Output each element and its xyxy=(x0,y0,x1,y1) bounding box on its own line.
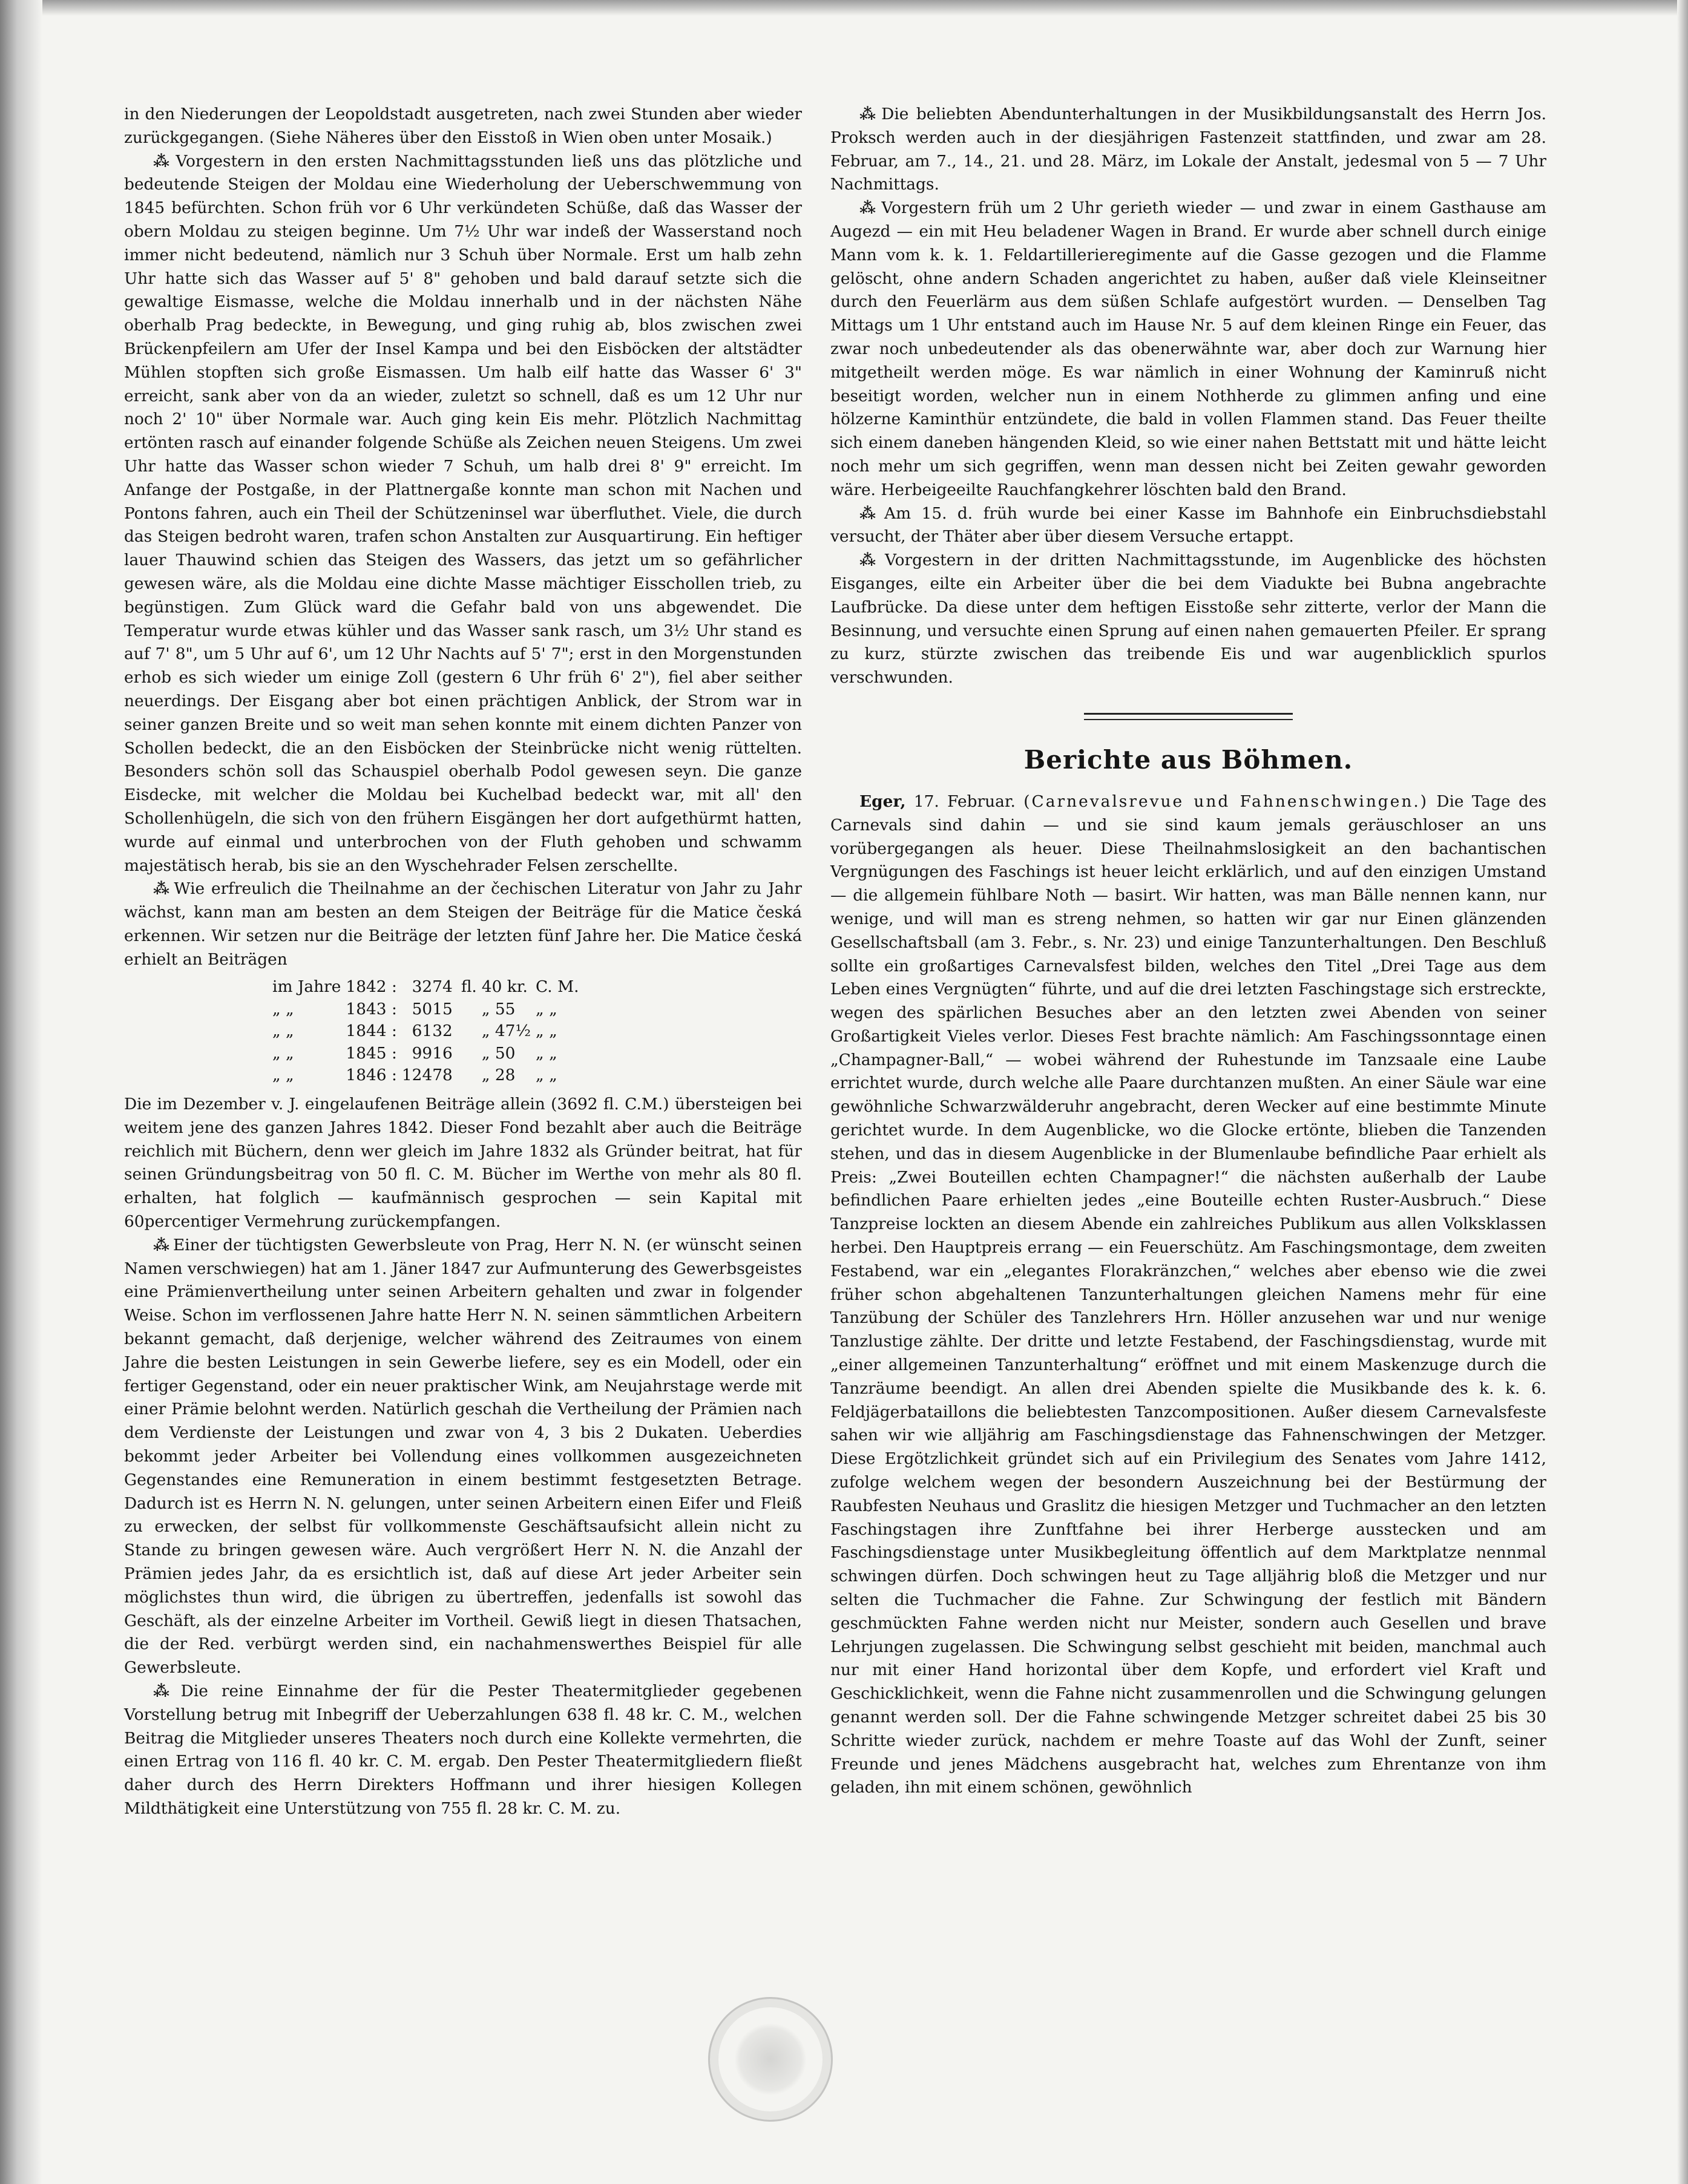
row-prefix: „ „ xyxy=(272,999,294,1018)
row-fraction: „ 47½ xyxy=(481,1021,531,1041)
row-amount: 9916 xyxy=(412,1043,453,1063)
row-fl xyxy=(461,1020,482,1043)
row-unit: „ „ xyxy=(536,1043,557,1063)
scan-edge-shadow-left xyxy=(0,0,42,2184)
row-prefix: „ „ xyxy=(272,1021,294,1041)
news-item-text: Vorgestern früh um 2 Uhr gerieth wieder — und zwar in einem Gasthause am Augezd — ein mit Heu beladener Wagen in Brand. Er wurde aber schnell durch einige Mann vom k. k. 1. Feldartillerieregimente auf die Gasse gezogen und die Flamme gelöscht, ohne andern Schaden angerichtet zu haben, außer daß viele Kleinseitner durch den Feuerlärm aus dem süßen Schlafe aufgestört wurden. — Denselben Tag Mittags um 1 Uhr entstand auch im Hause Nr. 5 auf dem kleinen Ringe ein Feuer, das zwar noch unbedeutender als das obenerwähnte war, aber doch zur Warnung hier mitgetheilt werden möge. Es war nämlich in einer Wohnung der Kaminruß nicht beseitigt worden, welcher nun in einem Nothherde zu glimmen anfing und eine hölzerne Kaminthür entzündete, die bald in vollen Flammen stand. Das Feuer theilte sich einem daneben hängenden Kleid, so wie einer nahen Bettstatt mit und hätte leicht noch mehr um sich gegriffen, wenn man dessen nicht bei Zeiten gewahr geworden wäre. Herbeigeeilte Rauchfangkehrer löschten bald den Brand. xyxy=(830,198,1546,499)
table-row xyxy=(272,1064,584,1087)
row-fl xyxy=(461,1043,482,1065)
report-eger xyxy=(830,790,1546,1800)
news-item-fire xyxy=(830,197,1546,502)
row-unit: C. M. xyxy=(536,977,579,997)
item-marker: ⁂ xyxy=(859,198,879,218)
row-unit: „ „ xyxy=(536,1066,557,1085)
news-item-premium-distribution xyxy=(124,1234,802,1680)
news-item-text: Vorgestern in der dritten Nachmittagsstunde, im Augenblicke des höchsten Eisganges, eilte ein Arbeiter über die bei dem Viadukte bei Bubna angebrachte Laufbrücke. Da diese unter dem heftigen Eisstoße sehr zitterte, verlor der Mann die Besinnung, und versuchte einen Sprung auf einen nahen gemauerten Pfeiler. Er sprang zu kurz, stürzte zwischen das treibende Eis und war augenblicklich spurlos verschwunden. xyxy=(830,551,1546,687)
table-row xyxy=(272,1020,584,1043)
news-item-text: Am 15. d. früh wurde bei einer Kasse im Bahnhofe ein Einbruchsdiebstahl versucht, der Thäter aber über diesem Versuche ertappt. xyxy=(830,503,1547,546)
row-unit: „ „ xyxy=(536,999,557,1018)
news-item-text: Die reine Einnahme der für die Pester Theatermitglieder gegebenen Vorstellung betrug mit Inbegriff der Ueberzahlungen 638 fl. 48 kr. C. M., welchen Beitrag die Mitglieder unseres Theaters noch durch eine Kollekte vermehrten, die einen Ertrag von 116 fl. 40 kr. C. M. ergab. Den Pester Theatermitgliedern fließt daher durch des Herrn Direkters Hoffmann und ihrer hiesigen Kollegen Mildthätigkeit eine Unterstützung von 755 fl. 28 kr. C. M. zu. xyxy=(124,1681,802,1818)
article-continuation: in den Niederungen der Leopoldstadt ausgetreten, nach zwei Stunden aber wieder zurückgegangen. (Siehe Näheres über den Eisstoß in Wien oben unter Mosaik.) xyxy=(124,105,802,147)
row-year: 1846 : xyxy=(346,1066,397,1085)
section-divider-rule xyxy=(1084,713,1293,720)
item-marker: ⁂ xyxy=(153,1235,171,1254)
news-item-text: Wie erfreulich die Theilnahme an der čechischen Literatur von Jahr zu Jahr wächst, kann man am besten an dem Steigen der Beiträge für die Matice česká erkennen. Wir setzen nur die Beiträge der letzten fünf Jahre her. Die Matice česká erhielt an Beiträgen xyxy=(124,879,803,969)
news-item-matice-ceska xyxy=(124,877,802,971)
row-fl: fl. xyxy=(461,977,477,997)
section-title: Berichte aus Böhmen. xyxy=(1023,744,1353,775)
dateline-place: Eger, xyxy=(859,792,906,811)
left-column xyxy=(124,103,802,1821)
library-stamp xyxy=(708,1997,833,2122)
row-year: 1842 : xyxy=(346,977,397,997)
table-row xyxy=(272,999,584,1021)
row-amount: 5015 xyxy=(412,999,453,1018)
news-item-text: Vorgestern in den ersten Nachmittagsstunden ließ uns das plötzliche und bedeutende Steigen der Moldau eine Wiederholung der Ueberschwemmung von 1845 befürchten. Schon früh vor 6 Uhr verkündeten Schüße, daß das Wasser der obern Moldau zu steigen beginne. Um 7½ Uhr war indeß der Wasserstand noch immer nicht bedeutend, nämlich nur 3 Schuh über Normale. Erst um halb zehn Uhr hatte sich das Wasser auf 5' 8" gehoben und bald darauf setzte sich die gewaltige Eismasse, welche die Moldau innerhalb und in der nächsten Nähe oberhalb Prag bedeckte, in Bewegung, und ging ruhig ab, blos zwischen zwei Brückenpfeilern am Ufer der Insel Kampa und bei den Eisböcken der altstädter Mühlen stopften sich große Eismassen. Um halb eilf hatte das Wasser 6' 3" erreicht, sank aber von da an wieder, zuletzt so schnell, daß es um 12 Uhr nur noch 2' 10" über Normale war. Auch ging kein Eis mehr. Plötzlich Nachmittag ertönten rasch auf einander folgende Schüße als Zeichen neuen Steigens. Um zwei Uhr hatte das Wasser schon wieder 7 Schuh, um halb drei 8' 9" erreicht. Im Anfange der Postgaße, in der Plattnergaße konnte man schon mit Nachen und Pontons fahren, auch ein Theil der Schützeninsel war überfluthet. Viele, die durch das Steigen bedroht waren, trafen schon Anstalten zur Ausquartirung. Ein heftiger lauer Thauwind schien das Steigen des Wassers, das jetzt um so gefährlicher gewesen wäre, als die Moldau eine dichte Masse mächtiger Eisschollen trieb, zu begünstigen. Zum Glück ward die Gefahr bald von uns abgewendet. Die Temperatur wurde etwas kühler und das Wasser sank rasch, um 3½ Uhr stand es auf 7' 8", um 5 Uhr auf 6', um 12 Uhr Nachts auf 5' 7"; erst in den Morgenstunden erhob es sich wieder um einige Zoll (gestern 6 Uhr früh 6' 2"), fiel aber seither neuerdings. Der Eisgang aber bot einen prächtigen Anblick, der Strom war in seiner ganzen Breite und so weit man sehen konnte mit einem dichten Panzer von Schollen bedeckt, die an den Eisböcken der Steinbrücke nicht wenig rüttelten. Besonders schön soll das Schauspiel oberhalb Podol gewesen seyn. Die ganze Eisdecke, mit welcher die Moldau bei Kuchelbad bedeckt war, mit all' den Schollenhügeln, die sich von den frühern Eisgängen her dort aufgethürmt hatten, wurde auf einmal und unterbrochen von der Fluth gehoben und schwamm majestätisch herab, bis sie an den Wyschehrader Felsen zerschellte. xyxy=(124,151,802,875)
row-year: 1845 : xyxy=(346,1043,397,1063)
row-prefix: im Jahre xyxy=(272,977,341,997)
row-amount: 6132 xyxy=(412,1021,453,1041)
row-fraction: „ 50 xyxy=(481,1043,516,1063)
scan-edge-shadow-right xyxy=(1677,0,1688,2184)
dateline-topic: (Carnevalsrevue und Fahnenschwingen.) xyxy=(1023,792,1429,811)
item-marker: ⁂ xyxy=(153,1681,179,1700)
row-prefix: „ „ xyxy=(272,1043,294,1063)
news-item-moldau-flood xyxy=(124,150,802,878)
news-item-text: Einer der tüchtigsten Gewerbsleute von Prag, Herr N. N. (er wünscht seinen Namen verschwiegen) hat am 1. Jäner 1847 zur Aufmunterung des Gewerbsgeistes eine Prämienvertheilung unter seinen Arbeitern gehalten und zwar in folgender Weise. Schon im verflossenen Jahre hatte Herr N. N. seinen sämmtlichen Arbeitern bekannt gemacht, daß derjenige, welcher während des Zeitraumes von einem Jahre die besten Leistungen in sein Gewerbe liefere, sey es ein Modell, oder ein fertiger Gegenstand, oder ein neuer praktischer Wink, am Neujahrstage werde mit einer Prämie belohnt werden. Natürlich geschah die Vertheilung der Prämien nach dem Verdienste der Leistungen und zwar von 4, 3 bis 2 Dukaten. Ueberdies bekommt jeder Arbeiter bei Vollendung eines vollkommen ausgezeichneten Gegenstandes eine Remuneration in einem bestimmt festgesetzten Betrage. Dadurch ist es Herrn N. N. gelungen, unter seinen Arbeitern einen Eifer und Fleiß zu erwecken, der selbst für vollkommenste Geschäftsaufsicht allein nicht zu Stande zu bringen gewesen wäre. Auch vergrößert Herr N. N. die Anzahl der Prämien jedes Jahr, da es ersichtlich ist, daß auf diese Art jeder Arbeiter sein möglichstes thun wird, die übrigen zu übertreffen, jedenfalls ist sowohl das Geschäft, als der einzelne Arbeiter im Vortheil. Gewiß liegt in diesen Thatsachen, die der Red. verbürgt werden sind, ein nachahmenswerthes Beispiel für alle Gewerbsleute. xyxy=(124,1235,802,1677)
row-fl xyxy=(461,999,482,1021)
table-row xyxy=(272,976,584,999)
contributions-table xyxy=(272,976,584,1087)
row-fraction: 40 kr. xyxy=(481,977,528,997)
scan-edge-shadow-top xyxy=(0,0,1688,16)
news-item-matice-continuation: Die im Dezember v. J. eingelaufenen Beiträge allein (3692 fl. C.M.) übersteigen bei weitem jene des ganzen Jahres 1842. Dieser Fond bezahlt aber auch die Beiträge reichlich mit Büchern, denn wer gleich im Jahre 1832 als Gründer beitrat, hat für seinen Gründungsbeitrag von 50 fl. C. M. Bücher im Werthe von mehr als 80 fl. erhalten, hat folglich — kaufmännisch gesprochen — sein Kapital mit 60percentiger Vermehrung zurückempfangen. xyxy=(124,1094,802,1231)
item-marker: ⁂ xyxy=(859,503,882,523)
item-marker: ⁂ xyxy=(859,551,882,570)
item-marker: ⁂ xyxy=(859,105,879,123)
row-year: 1844 : xyxy=(346,1021,397,1041)
item-marker: ⁂ xyxy=(153,151,174,171)
news-item-pest-theatre xyxy=(124,1680,802,1821)
row-amount: 12478 xyxy=(401,1066,453,1085)
row-fl xyxy=(461,1064,482,1087)
dateline-date: 17. Februar. xyxy=(913,792,1016,811)
news-item-evening-concerts xyxy=(830,103,1546,197)
row-unit: „ „ xyxy=(536,1021,557,1041)
news-item-burglary xyxy=(830,502,1546,549)
row-prefix: „ „ xyxy=(272,1066,294,1085)
row-fraction: „ 28 xyxy=(481,1066,516,1085)
news-item-bridge-accident xyxy=(830,549,1546,690)
report-text: Die Tage des Carnevals sind dahin — und sie sind kaum jemals geräuschloser an uns vorübergegangen als heuer. Diese Theilnahmslosigkeit an den bachantischen Vergnügungen des Faschings ist heuer leicht erklärlich, und auf den einzigen Umstand — die allgemein fühlbare Noth — basirt. Wir hatten, was man Bälle nennen kann, nur wenige, und will man es streng nehmen, so hatten wir gar nur Einen glänzenden Gesellschaftsball (am 3. Febr., s. Nr. 23) und einige Tanzunterhaltungen. Den Beschluß sollte ein großartiges Carnevalsfest bilden, welches den Titel „Drei Tage aus dem Leben eines Vergnügten“ führte, und auf die drei letzten Faschingstage sich erstreckte, wegen des spärlichen Besuches aber an den letzten zwei Abenden von seiner Großartigkeit Vieles verlor. Dieses Fest brachte nämlich: Am Faschingssonntage einen „Champagner-Ball,“ — wobei während der Ruhestunde im Tanzsaale eine Laube errichtet wurde, durch welche alle Paare durchtanzen mußten. An einer Säule war eine gewöhnliche Schwarzwälderuhr angebracht, deren Wecker auf eine bestimmte Minute gerichtet wurde. In dem Augenblicke, wo die Glocke ertönte, blieben die Tanzenden stehen, und das in diesem Augenblicke in der Blumenlaube befindliche Paar erhielt als Preis: „Zwei Bouteillen echten Champagner!“ die nächsten außerhalb der Laube befindlichen Paare erhielten jedes „eine Bouteille echten Ruster-Ausbruch.“ Diese Tanzpreise lockten an diesem Abende ein zahlreiches Publikum aus allen Volksklassen herbei. Den Hauptpreis errang — ein Feuerschütz. Am Faschingsmontage, dem zweiten Festabend, war ein „elegantes Florakränzchen,“ welches aber ebenso wie die zwei früher schon abgehaltenen Tanzunterhaltungen gleichen Namens mehr für eine Tanzübung der Schüler des Tanzlehrers Hrn. Höller anzusehen war und nur wenige Tanzlustige zählte. Der dritte und letzte Festabend, der Faschingsdienstag, wurde mit „einer allgemeinen Tanzunterhaltung“ eröffnet und mit einem Maskenzuge durch die Tanzräume beendigt. An allen drei Abenden spielte die Musikbande des k. k. 6. Feldjägerbataillons die beliebtesten Tanzcompositionen. Außer diesem Carnevalsfeste sahen wir wie alljährig am Faschingsdienstage das Fahnenschwingen der Metzger. Diese Ergötzlichkeit gründet sich auf ein Privilegium des Senates vom Jahre 1412, zufolge welchem wegen der besondern Auszeichnung bei der Bestürmung der Raubfesten Neuhaus und Graslitz die hiesigen Metzger und Tuchmacher an den letzten Faschingstagen ihre Zunftfahne bei ihrer Herberge ausstecken und am Faschingsdienstage unter Musikbegleitung öffentlich auf dem Marktplatze nennmal schwingen dürfen. Doch schwingen heut zu Tage alljährig bloß die Metzger und nur selten die Tuchmacher die Fahne. Zur Schwingung der festlich mit Bändern geschmückten Fahne werden nicht nur Meister, sondern auch Gesellen und brave Lehrjungen zugelassen. Die Schwingung selbst geschieht mit beiden, manchmal auch nur mit einer Hand horizontal über dem Kopfe, und erfordert viel Kraft und Geschicklichkeit, wenn die Fahne nicht zusammenrollen und die Schwingung gelungen genannt werden soll. Der die Fahne schwingende Metzger schreitet dabei 25 bis 30 Schritte wieder zurück, nachdem er mehre Toaste auf das Wohl der Zunft, seiner Freunde und jenes Mädchens ausgebracht hat, welches zum Ehrentanze von ihm geladen, ihn mit einem schönen, gewöhnlich xyxy=(830,792,1547,1797)
row-amount: 3274 xyxy=(412,977,453,997)
row-year: 1843 : xyxy=(346,999,397,1018)
row-fraction: „ 55 xyxy=(481,999,516,1018)
table-row xyxy=(272,1043,584,1065)
stamp-emblem xyxy=(734,2023,807,2096)
item-marker: ⁂ xyxy=(153,879,172,899)
news-item-text: Die beliebten Abendunterhaltungen in der Musikbildungsanstalt des Herrn Jos. Proksch werden auch in der diesjährigen Fastenzeit stattfinden, und zwar am 28. Februar, am 7., 14., 21. und 28. März, im Lokale der Anstalt, jedesmal von 5 — 7 Uhr Nachmittags. xyxy=(830,105,1547,194)
right-column xyxy=(830,103,1546,1800)
